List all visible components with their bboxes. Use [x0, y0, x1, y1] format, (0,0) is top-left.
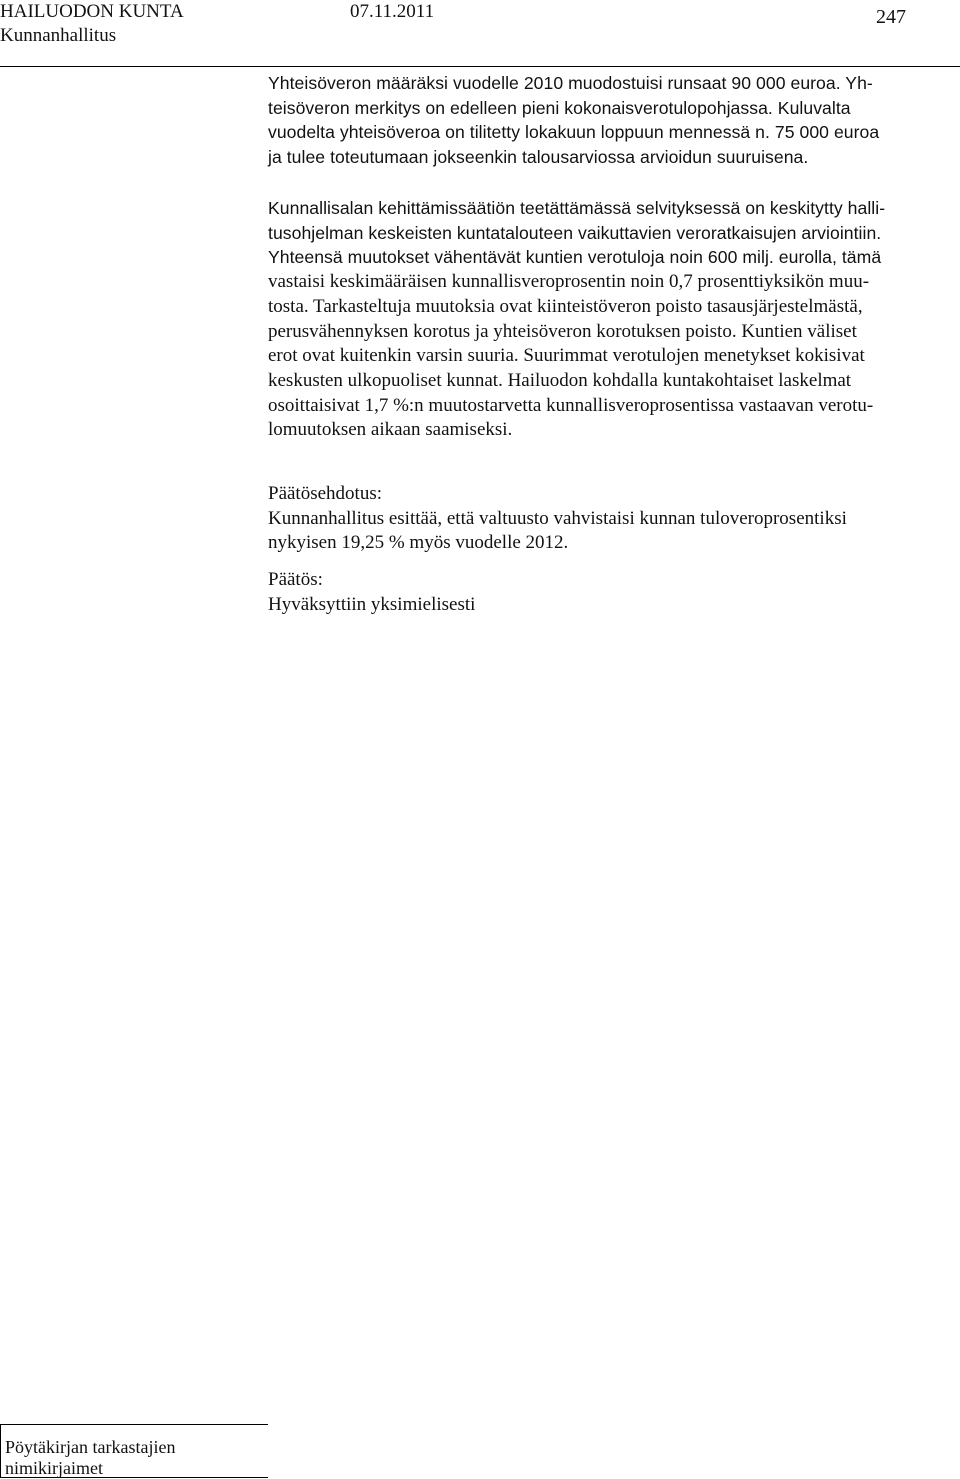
decision-proposal — [268, 482, 960, 556]
signature-initials-box — [0, 1424, 268, 1478]
text-line: tusohjelman keskeisten kuntatalouteen vaikuttavien veroratkaisujen arviointiin. — [268, 222, 882, 243]
text-line: osoittaisivat 1,7 %:n muutostarvetta kunnallisveroprosentissa vastaavan verotu- — [268, 394, 874, 416]
text-line: erot ovat kuitenkin varsin suuria. Suurimmat verotulojen menetykset kokisivat — [268, 345, 865, 367]
text-line: Yhteensä muutokset vähentävät kuntien verotuloja noin 600 milj. eurolla, tämä — [268, 247, 882, 268]
text-line: nykyisen 19,25 % myös vuodelle 2012. — [268, 532, 569, 554]
text-line: Kunnanhallitus esittää, että valtuusto vahvistaisi kunnan tuloveroprosentiksi — [268, 507, 847, 529]
document-date: 07.11.2011 — [350, 1, 435, 22]
footer-label-line2: nimikirjaimet — [5, 1458, 103, 1478]
header-divider — [0, 66, 960, 67]
organization-name: HAILUODON KUNTA — [0, 1, 184, 22]
text-line: perusvähennyksen korotus ja yhteisöveron korotuksen poisto. Kuntien väliset — [268, 320, 857, 342]
text-line: Yhteisöveron määräksi vuodelle 2010 muodostuisi runsaat 90 000 euroa. Yh- — [268, 73, 873, 93]
paragraph-corporate-tax — [268, 71, 960, 170]
text-line: tosta. Tarkasteltuja muutoksia ovat kiinteistöveron poisto tasausjärjestelmästä, — [268, 295, 863, 317]
page-number: 247 — [876, 6, 906, 28]
paragraph-tax-study — [268, 196, 960, 443]
text-line: lomuutoksen aikaan saamiseksi. — [268, 419, 513, 441]
text-line: ja tulee toteutumaan jokseenkin talousarviossa arvioidun suuruisena. — [268, 147, 809, 168]
text-line: vuodelta yhteisöveroa on tilitetty lokakuun loppuun mennessä n. 75 000 euroa — [268, 122, 880, 143]
text-line: vastaisi keskimääräisen kunnallisveroprosentin noin 0,7 prosenttiyksikön muu- — [268, 271, 870, 293]
footer-label-line1: Pöytäkirjan tarkastajien — [5, 1437, 176, 1457]
proposal-label: Päätösehdotus: — [268, 483, 382, 504]
committee-name: Kunnanhallitus — [0, 25, 117, 46]
decision-text: Hyväksyttiin yksimielisesti — [268, 593, 476, 615]
decision — [268, 568, 960, 617]
text-line: Kunnallisalan kehittämissäätiön teetättämässä selvityksessä on keskitytty halli- — [268, 198, 886, 218]
text-line: teisöveron merkitys on edelleen pieni kokonaisverotulopohjassa. Kuluvalta — [268, 97, 851, 118]
text-line: keskusten ulkopuoliset kunnat. Hailuodon kohdalla kuntakohtaiset laskelmat — [268, 369, 852, 391]
decision-label: Päätös: — [268, 569, 323, 590]
